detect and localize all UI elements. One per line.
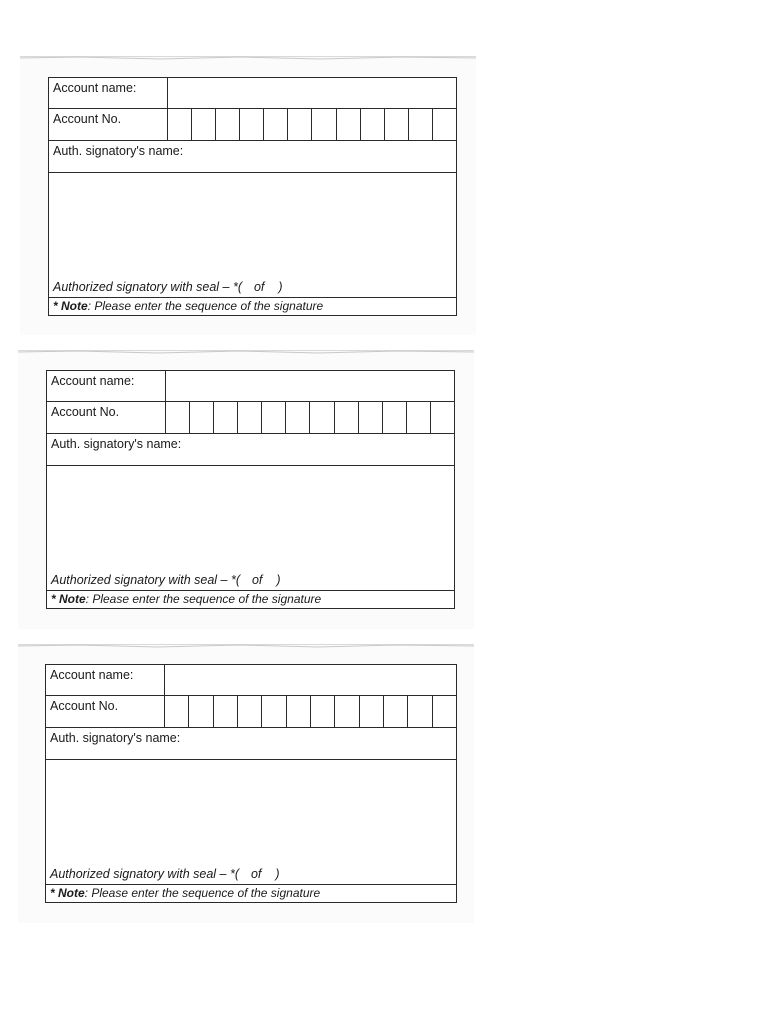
account-digit-box[interactable] bbox=[361, 109, 385, 140]
account-digit-box[interactable] bbox=[189, 696, 213, 727]
note-row bbox=[49, 298, 456, 315]
cut-line bbox=[20, 55, 476, 61]
signature-caption-suffix: ) bbox=[276, 573, 281, 587]
account-no-row bbox=[49, 109, 456, 141]
signature-caption-prefix: Authorized signatory with seal – *( bbox=[50, 867, 239, 881]
signature-caption-suffix: ) bbox=[275, 867, 280, 881]
signature-caption-of: of bbox=[251, 573, 263, 587]
signature-caption-prefix: Authorized signatory with seal – *( bbox=[53, 280, 242, 294]
note-row bbox=[46, 885, 456, 902]
account-name-label: Account name: bbox=[46, 665, 165, 695]
account-name-row bbox=[47, 371, 454, 402]
account-digit-box[interactable] bbox=[383, 402, 407, 433]
account-digit-box[interactable] bbox=[335, 402, 359, 433]
signature-caption bbox=[50, 867, 280, 881]
account-no-boxes bbox=[166, 402, 454, 433]
account-no-row bbox=[47, 402, 454, 434]
signature-area[interactable] bbox=[47, 466, 454, 591]
account-digit-box[interactable] bbox=[286, 402, 310, 433]
account-digit-box[interactable] bbox=[384, 696, 408, 727]
account-name-field[interactable] bbox=[165, 665, 456, 695]
note-body: : Please enter the sequence of the signature bbox=[84, 886, 321, 900]
account-name-row bbox=[46, 665, 456, 696]
account-digit-box[interactable] bbox=[335, 696, 359, 727]
note-marker: * Note bbox=[50, 886, 85, 900]
cut-line bbox=[18, 643, 474, 649]
note-text bbox=[51, 592, 321, 606]
auth-signatory-row[interactable] bbox=[46, 728, 456, 760]
note-text bbox=[53, 299, 323, 313]
signature-form bbox=[46, 370, 455, 609]
signature-card-2 bbox=[18, 350, 474, 629]
account-digit-box[interactable] bbox=[385, 109, 409, 140]
account-digit-box[interactable] bbox=[240, 109, 264, 140]
account-digit-box[interactable] bbox=[166, 402, 190, 433]
account-digit-box[interactable] bbox=[337, 109, 361, 140]
account-digit-box[interactable] bbox=[409, 109, 433, 140]
account-name-label: Account name: bbox=[47, 371, 166, 401]
account-digit-box[interactable] bbox=[311, 696, 335, 727]
account-no-label: Account No. bbox=[49, 109, 168, 140]
signature-area[interactable] bbox=[46, 760, 456, 885]
signature-caption-suffix: ) bbox=[278, 280, 283, 294]
note-text bbox=[50, 886, 320, 900]
account-digit-box[interactable] bbox=[262, 696, 286, 727]
signature-form bbox=[48, 77, 457, 316]
signature-caption-prefix: Authorized signatory with seal – *( bbox=[51, 573, 240, 587]
signature-caption bbox=[53, 280, 283, 294]
account-digit-box[interactable] bbox=[312, 109, 336, 140]
signature-caption-of: of bbox=[250, 867, 262, 881]
signature-area[interactable] bbox=[49, 173, 456, 298]
auth-signatory-label: Auth. signatory's name: bbox=[53, 144, 184, 158]
account-name-field[interactable] bbox=[168, 78, 456, 108]
auth-signatory-row[interactable] bbox=[49, 141, 456, 173]
account-no-boxes bbox=[165, 696, 456, 727]
account-digit-box[interactable] bbox=[310, 402, 334, 433]
account-digit-box[interactable] bbox=[238, 696, 262, 727]
auth-signatory-label: Auth. signatory's name: bbox=[50, 731, 181, 745]
account-digit-box[interactable] bbox=[262, 402, 286, 433]
auth-signatory-label: Auth. signatory's name: bbox=[51, 437, 182, 451]
note-body: : Please enter the sequence of the signature bbox=[87, 299, 324, 313]
account-digit-box[interactable] bbox=[214, 696, 238, 727]
note-row bbox=[47, 591, 454, 608]
account-digit-box[interactable] bbox=[433, 696, 456, 727]
account-digit-box[interactable] bbox=[288, 109, 312, 140]
account-name-label: Account name: bbox=[49, 78, 168, 108]
account-digit-box[interactable] bbox=[192, 109, 216, 140]
signature-caption bbox=[51, 573, 281, 587]
account-digit-box[interactable] bbox=[214, 402, 238, 433]
account-digit-box[interactable] bbox=[168, 109, 192, 140]
note-body: : Please enter the sequence of the signature bbox=[85, 592, 322, 606]
note-marker: * Note bbox=[53, 299, 88, 313]
account-digit-box[interactable] bbox=[238, 402, 262, 433]
signature-card-1 bbox=[20, 56, 476, 335]
account-name-row bbox=[49, 78, 456, 109]
account-digit-box[interactable] bbox=[264, 109, 288, 140]
account-digit-box[interactable] bbox=[190, 402, 214, 433]
account-digit-box[interactable] bbox=[408, 696, 432, 727]
cut-line bbox=[18, 349, 474, 355]
signature-form bbox=[45, 664, 457, 903]
account-digit-box[interactable] bbox=[165, 696, 189, 727]
account-no-boxes bbox=[168, 109, 456, 140]
account-digit-box[interactable] bbox=[216, 109, 240, 140]
account-digit-box[interactable] bbox=[360, 696, 384, 727]
signature-caption-of: of bbox=[253, 280, 265, 294]
signature-card-3 bbox=[18, 644, 474, 923]
account-digit-box[interactable] bbox=[287, 696, 311, 727]
account-no-row bbox=[46, 696, 456, 728]
account-no-label: Account No. bbox=[46, 696, 165, 727]
account-no-label: Account No. bbox=[47, 402, 166, 433]
account-digit-box[interactable] bbox=[431, 402, 454, 433]
account-digit-box[interactable] bbox=[359, 402, 383, 433]
note-marker: * Note bbox=[51, 592, 86, 606]
auth-signatory-row[interactable] bbox=[47, 434, 454, 466]
account-digit-box[interactable] bbox=[433, 109, 456, 140]
account-digit-box[interactable] bbox=[407, 402, 431, 433]
account-name-field[interactable] bbox=[166, 371, 454, 401]
